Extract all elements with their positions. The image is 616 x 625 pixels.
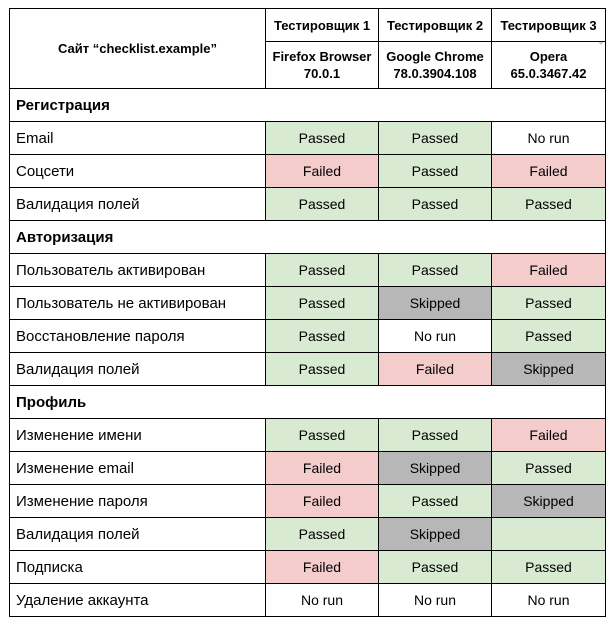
result-cell-tester-1[interactable]: Failed (266, 155, 379, 188)
browser-2-version: 78.0.3904.108 (393, 66, 477, 81)
checklist-body (10, 89, 606, 617)
result-cell-tester-1[interactable]: Passed (266, 419, 379, 452)
result-cell-tester-3[interactable]: Passed (492, 551, 606, 584)
test-row (10, 353, 606, 386)
browser-3-version: 65.0.3467.42 (510, 66, 587, 81)
test-case-label[interactable]: Подписка (10, 551, 266, 584)
section-title[interactable]: Профиль (10, 386, 606, 419)
browser-3-name: Opera (529, 49, 568, 64)
result-cell-tester-1[interactable]: Failed (266, 452, 379, 485)
result-cell-tester-1[interactable]: Passed (266, 188, 379, 221)
test-case-label[interactable]: Изменение пароля (10, 485, 266, 518)
tester-3-header[interactable]: Тестировщик 3 (492, 9, 606, 42)
result-cell-tester-2[interactable]: Passed (379, 122, 492, 155)
test-row (10, 320, 606, 353)
tester-2-header[interactable]: Тестировщик 2 (379, 9, 492, 42)
result-cell-tester-3[interactable]: No run (492, 122, 606, 155)
result-cell-tester-3[interactable]: Passed (492, 188, 606, 221)
test-case-label[interactable]: Удаление аккаунта (10, 584, 266, 617)
result-cell-tester-1[interactable]: Failed (266, 551, 379, 584)
result-cell-tester-2[interactable]: Skipped (379, 452, 492, 485)
result-cell-tester-3[interactable]: Failed (492, 419, 606, 452)
section-row (10, 89, 606, 122)
test-case-label[interactable]: Соцсети (10, 155, 266, 188)
header-row-testers (10, 9, 606, 42)
result-cell-tester-3[interactable]: Skipped (492, 485, 606, 518)
browser-3-inner (492, 48, 605, 82)
result-cell-tester-2[interactable]: Passed (379, 551, 492, 584)
browser-1-name: Firefox Browser (272, 49, 372, 64)
browser-2-name: Google Chrome (386, 49, 484, 64)
browser-1-version: 70.0.1 (303, 66, 341, 81)
test-row (10, 122, 606, 155)
test-case-label[interactable]: Валидация полей (10, 353, 266, 386)
result-cell-tester-3[interactable] (492, 518, 606, 551)
browser-2-cell[interactable] (379, 42, 492, 89)
section-row (10, 386, 606, 419)
test-case-label[interactable]: Email (10, 122, 266, 155)
result-cell-tester-1[interactable]: Passed (266, 287, 379, 320)
result-cell-tester-1[interactable]: Passed (266, 254, 379, 287)
test-case-label[interactable]: Пользователь активирован (10, 254, 266, 287)
result-cell-tester-1[interactable]: Passed (266, 320, 379, 353)
result-cell-tester-2[interactable]: Skipped (379, 518, 492, 551)
section-title[interactable]: Регистрация (10, 89, 606, 122)
test-row (10, 518, 606, 551)
checklist-table (9, 8, 606, 617)
test-row (10, 188, 606, 221)
test-row (10, 551, 606, 584)
result-cell-tester-2[interactable]: Passed (379, 155, 492, 188)
site-title[interactable]: Сайт “checklist.example” (10, 9, 266, 89)
test-case-label[interactable]: Пользователь не активирован (10, 287, 266, 320)
test-case-label[interactable]: Валидация полей (10, 518, 266, 551)
result-cell-tester-3[interactable]: Passed (492, 320, 606, 353)
result-cell-tester-1[interactable]: Passed (266, 518, 379, 551)
result-cell-tester-1[interactable]: Passed (266, 122, 379, 155)
result-cell-tester-2[interactable]: Passed (379, 419, 492, 452)
result-cell-tester-3[interactable]: Failed (492, 155, 606, 188)
browser-3-cell[interactable] (492, 42, 606, 89)
test-row (10, 155, 606, 188)
result-cell-tester-2[interactable]: No run (379, 320, 492, 353)
result-cell-tester-1[interactable]: No run (266, 584, 379, 617)
filter-dropdown-icon[interactable] (596, 42, 606, 46)
result-cell-tester-3[interactable]: Passed (492, 287, 606, 320)
result-cell-tester-2[interactable]: Failed (379, 353, 492, 386)
test-row (10, 254, 606, 287)
section-row (10, 221, 606, 254)
result-cell-tester-1[interactable]: Failed (266, 485, 379, 518)
test-case-label[interactable]: Валидация полей (10, 188, 266, 221)
test-row (10, 584, 606, 617)
test-case-label[interactable]: Изменение имени (10, 419, 266, 452)
result-cell-tester-2[interactable]: No run (379, 584, 492, 617)
tester-1-header[interactable]: Тестировщик 1 (266, 9, 379, 42)
result-cell-tester-2[interactable]: Passed (379, 485, 492, 518)
test-row (10, 452, 606, 485)
test-row (10, 419, 606, 452)
browser-1-cell[interactable] (266, 42, 379, 89)
result-cell-tester-3[interactable]: No run (492, 584, 606, 617)
result-cell-tester-2[interactable]: Passed (379, 188, 492, 221)
result-cell-tester-1[interactable]: Passed (266, 353, 379, 386)
result-cell-tester-2[interactable]: Passed (379, 254, 492, 287)
test-case-label[interactable]: Изменение email (10, 452, 266, 485)
result-cell-tester-2[interactable]: Skipped (379, 287, 492, 320)
result-cell-tester-3[interactable]: Failed (492, 254, 606, 287)
test-row (10, 287, 606, 320)
test-case-label[interactable]: Восстановление пароля (10, 320, 266, 353)
result-cell-tester-3[interactable]: Skipped (492, 353, 606, 386)
section-title[interactable]: Авторизация (10, 221, 606, 254)
result-cell-tester-3[interactable]: Passed (492, 452, 606, 485)
test-row (10, 485, 606, 518)
